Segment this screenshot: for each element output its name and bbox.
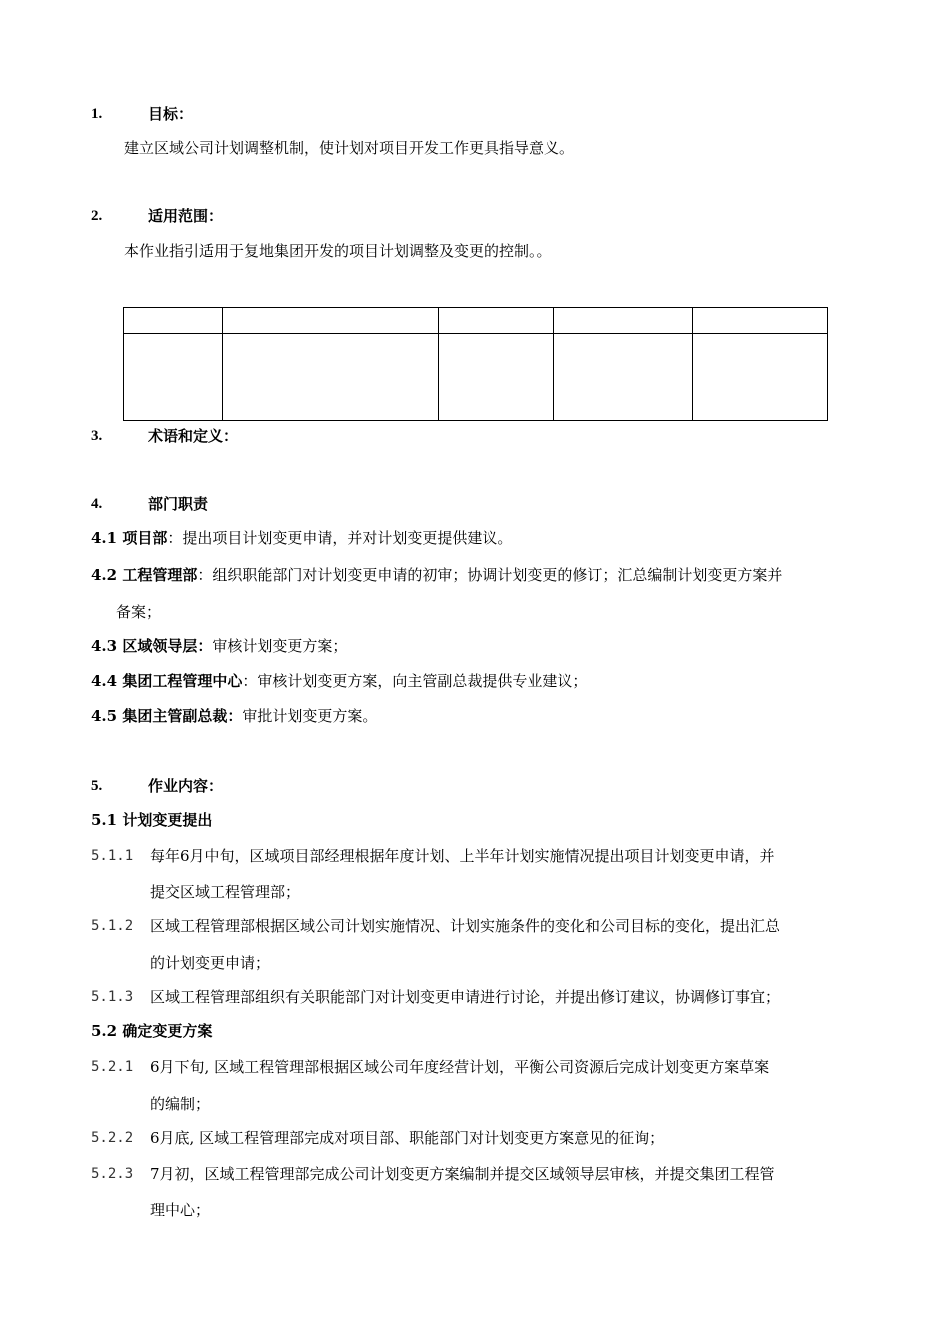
item-text: 每年6月中旬，区域项目部经理根据年度计划、上半年计划实施情况提出项目计划变更申请，并: [150, 847, 775, 865]
item-continuation: 的编制；: [150, 1095, 211, 1113]
table-cell: [693, 308, 828, 334]
table-cell: [693, 334, 828, 421]
item-number: 5.1.3: [91, 989, 134, 1005]
item-continuation: 的计划变更申请；: [150, 954, 271, 972]
item-number: 5.2.1: [91, 1059, 134, 1075]
item-text: 区域工程管理部根据区域公司计划实施情况、计划实施条件的变化和公司目标的变化，提出汇总: [150, 917, 781, 935]
subsection-5-2-title: 5.2 确定变更方案: [91, 1022, 213, 1040]
duty-item: [91, 636, 347, 656]
section-4-number: 4.: [91, 496, 103, 512]
section-2-title: 适用范围：: [148, 207, 224, 225]
table-cell: [124, 334, 223, 421]
section-1-body: 建立区域公司计划调整机制，使计划对项目开发工作更具指导意义。: [124, 139, 575, 157]
empty-table: [123, 307, 828, 421]
duty-item: [91, 706, 377, 726]
section-3-title: 术语和定义：: [148, 427, 239, 445]
duty-text: 审核计划变更方案；: [212, 637, 348, 655]
duty-item: [91, 671, 587, 691]
item-number: 5.1.2: [91, 918, 134, 934]
table-row: [124, 334, 828, 421]
duty-label: 4.3 区域领导层：: [91, 637, 213, 655]
duty-item: [91, 528, 512, 548]
duty-continuation: 备案；: [116, 603, 162, 621]
section-5-title: 作业内容：: [148, 777, 224, 795]
duty-text: ：组织职能部门对计划变更申请的初审；协调计划变更的修订；汇总编制计划变更方案并: [197, 566, 783, 584]
section-2-number: 2.: [91, 208, 103, 224]
item-text: 6月下旬, 区域工程管理部根据区域公司年度经营计划，平衡公司资源后完成计划变更方案草案: [150, 1058, 770, 1076]
duty-text: 审批计划变更方案。: [242, 707, 378, 725]
table-cell: [439, 334, 554, 421]
item-text: 7月初，区域工程管理部完成公司计划变更方案编制并提交区域领导层审核，并提交集团工程管: [150, 1165, 775, 1183]
section-4-title: 部门职责: [148, 495, 209, 513]
duty-item: [91, 565, 782, 585]
table-cell: [439, 308, 554, 334]
subsection-5-1-title: 5.1 计划变更提出: [91, 811, 213, 829]
item-number: 5.1.1: [91, 848, 134, 864]
section-2-body: 本作业指引适用于复地集团开发的项目计划调整及变更的控制。。: [124, 242, 552, 260]
item-number: 5.2.3: [91, 1166, 134, 1182]
table-cell: [554, 308, 693, 334]
duty-label: 4.1 项目部: [91, 529, 168, 547]
duty-text: ：提出项目计划变更申请，并对计划变更提供建议。: [167, 529, 513, 547]
duty-text: ：审核计划变更方案，向主管副总裁提供专业建议；: [242, 672, 588, 690]
item-text: 区域工程管理部组织有关职能部门对计划变更申请进行讨论，并提出修订建议，协调修订事宜；: [150, 988, 781, 1006]
table-cell: [124, 308, 223, 334]
duty-label: 4.2 工程管理部: [91, 566, 198, 584]
table-cell: [223, 334, 439, 421]
table-cell: [554, 334, 693, 421]
section-1-title: 目标：: [148, 105, 194, 123]
table-cell: [223, 308, 439, 334]
table-row: [124, 308, 828, 334]
item-text: 6月底, 区域工程管理部完成对项目部、职能部门对计划变更方案意见的征询；: [150, 1129, 665, 1147]
item-number: 5.2.2: [91, 1130, 134, 1146]
section-1-number: 1.: [91, 106, 103, 122]
section-5-number: 5.: [91, 778, 103, 794]
duty-label: 4.4 集团工程管理中心: [91, 672, 243, 690]
item-continuation: 提交区域工程管理部；: [150, 883, 301, 901]
duty-label: 4.5 集团主管副总裁：: [91, 707, 243, 725]
section-3-number: 3.: [91, 428, 103, 444]
item-continuation: 理中心；: [150, 1201, 211, 1219]
